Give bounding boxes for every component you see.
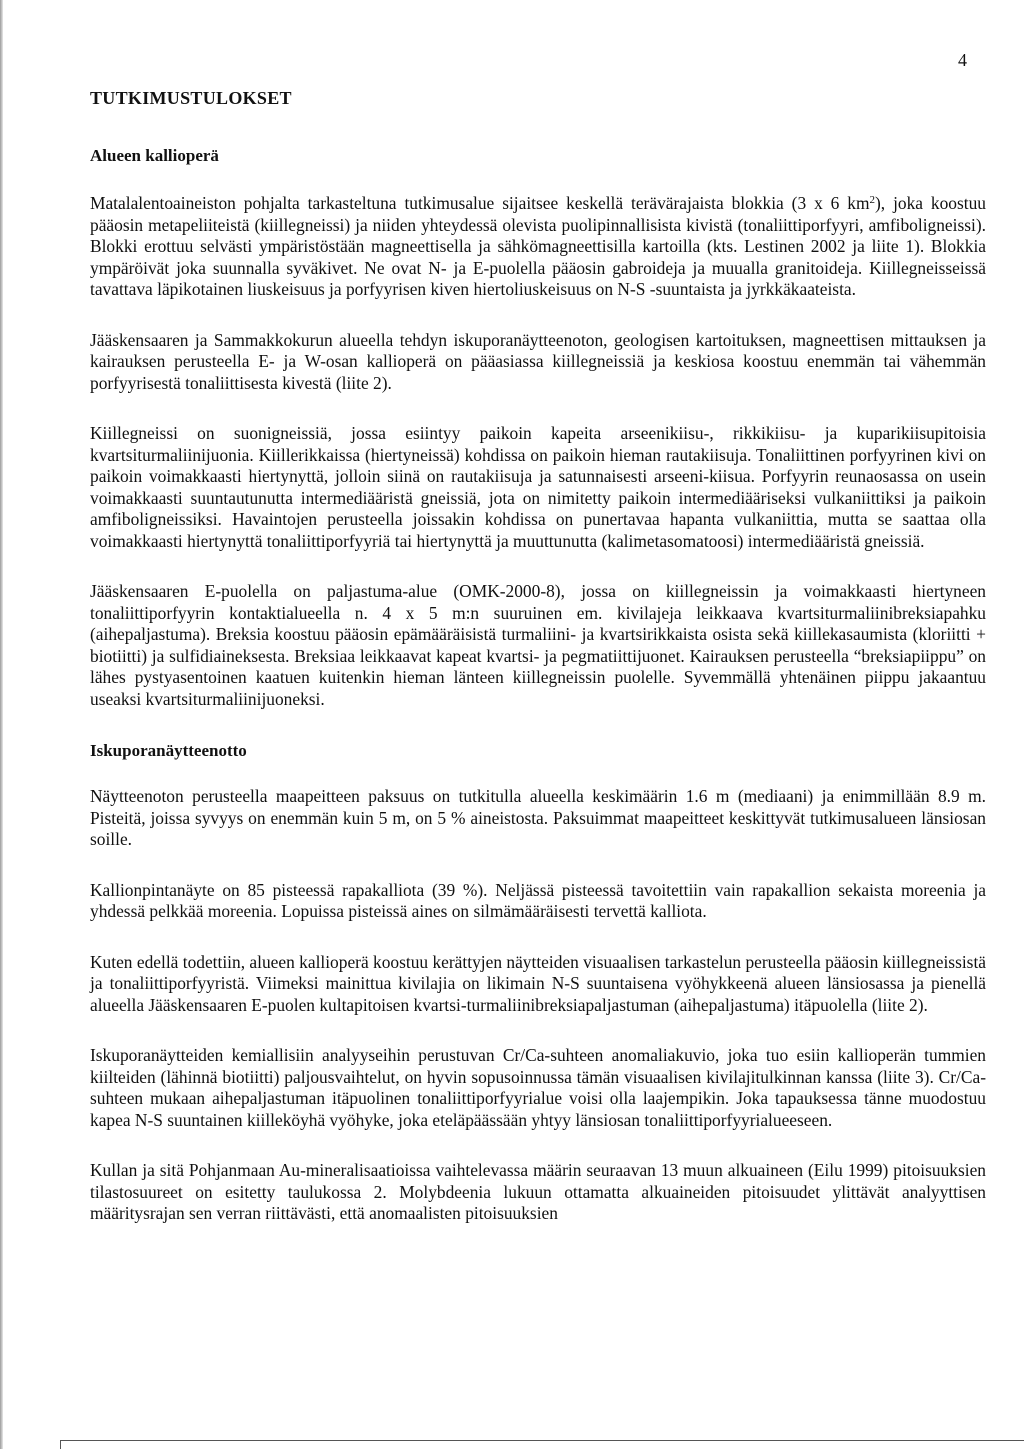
paragraph: Kiillegneissi on suonigneissiä, jossa esiintyy paikoin kapeita arseenikiisu-, rikkikiisu- ja kuparikiisupitoisia kvartsiturmaliinijuonia. Kiillerikkaissa (hiertyneissä) kohdissa on paikoin hieman rautakiisuja. Tonaliittinen porfyyrinen kivi on paikoin voimakkaasti hiertynyttä, jolloin siinä on rautakiisuja ja satunnaisesti arseeni-kiisua. Porfyyrin reunaosassa on usein voimakkaasti suuntautunutta intermediääristä gneissiä, jota on nimitetty paikoin intermediääriseksi vulkaniittiksi ja paikoin amfiboligneissiksi. Havaintojen perusteella joissakin kohdissa on punertavaa hapanta vulkaniittia, mutta se saattaa olla voimakkaasti hiertynyttä tonaliittiporfyyriä tai hiertynyttä ja muuttunutta (kalimetasomatoosi) intermediääristä gneissiä.: [90, 423, 986, 551]
paragraph: Kallionpintanäyte on 85 pisteessä rapakalliota (39 %). Neljässä pisteessä tavoitettiin vain rapakallion sekaista moreenia ja yhdessä pelkkää moreenia. Lopuissa pisteissä aines on silmämääräisesti tervettä kalliota.: [90, 879, 986, 921]
paragraph: Kullan ja sitä Pohjanmaan Au-mineralisaatioissa vaihtelevassa määrin seuraavan 13 muun alkuaineen (Eilu 1999) pitoisuuksien tilastosuureet on esitetty taulukossa 2. Molybdeenia lukuun ottamatta alkuaineiden pitoisuudet ylittävät analyyttisen määritysrajan sen verran riittävästi, että anomaalisten pitoisuuksien: [90, 1160, 986, 1223]
section-title-sampling: Iskuporanäytteenotto: [90, 741, 247, 760]
page-number: 4: [958, 50, 967, 70]
paragraph: Jääskensaaren ja Sammakkokurun alueella tehdyn iskuporanäytteenoton, geologisen kartoituksen, magneettisen mittauksen ja kairauksen perusteella E- ja W-osan kallioperä on pääasiassa kiillegneissiä ja keskiosa koostuu enemmän tai vähemmän porfyyrisestä tonaliittisesta kivestä (liite 2).: [90, 329, 986, 393]
scan-edge: [0, 0, 3, 1449]
bottom-tick: [60, 1440, 61, 1449]
paragraph: Kuten edellä todettiin, alueen kallioperä koostuu kerättyjen näytteiden visuaalisen tarkastelun perusteella pääosin kiillegneissistä ja tonaliittiporfyyristä. Viimeksi mainittua kivilajia on likimain N-S suuntaisena vyöhykkeenä alueen länsiosassa ja pienellä alueella Jääskensaaren E-puolen kultapitoisen kvartsi-turmaliinibreksiapaljastuman (aihepaljastuma) itäpuolella (liite 2).: [90, 951, 986, 1015]
page-title: TUTKIMUSTULOKSET: [90, 88, 292, 108]
section-title-bedrock: Alueen kallioperä: [90, 146, 219, 165]
paragraph: Iskuporanäytteiden kemiallisiin analyyseihin perustuvan Cr/Ca-suhteen anomaliakuvio, joka tuo esiin kallioperän tummien kiilteiden (lähinnä biotiitti) paljousvaihtelut, on hyvin sopusoinnussa tämän visuaalisen kivilajitulkinnan kanssa (liite 3). Cr/Ca-suhteen mukaan aihepaljastuman itäpuolinen tonaliittiporfyyrialue voisi olla laajempikin. Joka tapauksessa tänne muodostuu kapea N-S suuntainen kiilleköyhä vyöhyke, joka eteläpäässään yhtyy länsiosan tonaliittiporfyyrialueeseen.: [90, 1045, 986, 1130]
document-body: [90, 88, 986, 1225]
paragraph: Näytteenoton perusteella maapeitteen paksuus on tutkitulla alueella keskimäärin 1.6 m (mediaani) ja enimmillään 8.9 m. Pisteitä, joissa syvyys on enemmän kuin 5 m, on 5 % aineistosta. Paksuimmat maapeitteet keskittyvät tutkimusalueen länsiosan soille.: [90, 786, 986, 849]
paragraph: Matalalentoaineiston pohjalta tarkasteltuna tutkimusalue sijaitsee keskellä terävärajaista blokkia (3 x 6 $km^2$), joka koostuu pääosin metapeliiteistä (kiillegneissi) ja niiden yhteydessä olevista puolipinnallisista kivistä (tonaliittiporfyyri, amfiboligneissi). Blokki erottuu selvästi ympäristöstään magneettisella ja sähkömagneettisilla kartoilla (kts. Lestinen 2002 ja liite 1). Blokkia ympäröivät joka suunnalla syväkivet. Ne ovat N- ja E-puolella pääosin gabroideja ja muualla granitoideja. Kiillegneisseissä tavattava läpikotainen liuskeisuus ja porfyyrisen kiven hiertoliuskeisuus on N-S -suuntaista ja jyrkkäkaateista.: [90, 193, 986, 299]
bottom-rule: [60, 1440, 1024, 1441]
paragraph: Jääskensaaren E-puolella on paljastuma-alue (OMK-2000-8), jossa on kiillegneissin ja voimakkaasti hiertyneen tonaliittiporfyyrin kontaktialueella n. 4 x 5 m:n suuruinen em. kivilajeja leikkaava kvartsiturmaliinibreksiapahku (aihepaljastuma). Breksia koostuu pääosin epämääräisistä turmaliini- ja kvartsirikkaista osista sekä kiillekasaumista (kloriitti + biotiitti) ja sulfidiaineksesta. Breksiaa leikkaavat kapeat kvartsi- ja pegmatiittijuonet. Kairauksen perusteella “breksiapiippu” on lähes pystyasentoinen kaatuen kuitenkin hieman länteen kiillegneissin puolelle. Syvemmällä yhtenäinen piippu jakaantuu useaksi kvartsiturmaliinijuoneksi.: [90, 581, 986, 709]
